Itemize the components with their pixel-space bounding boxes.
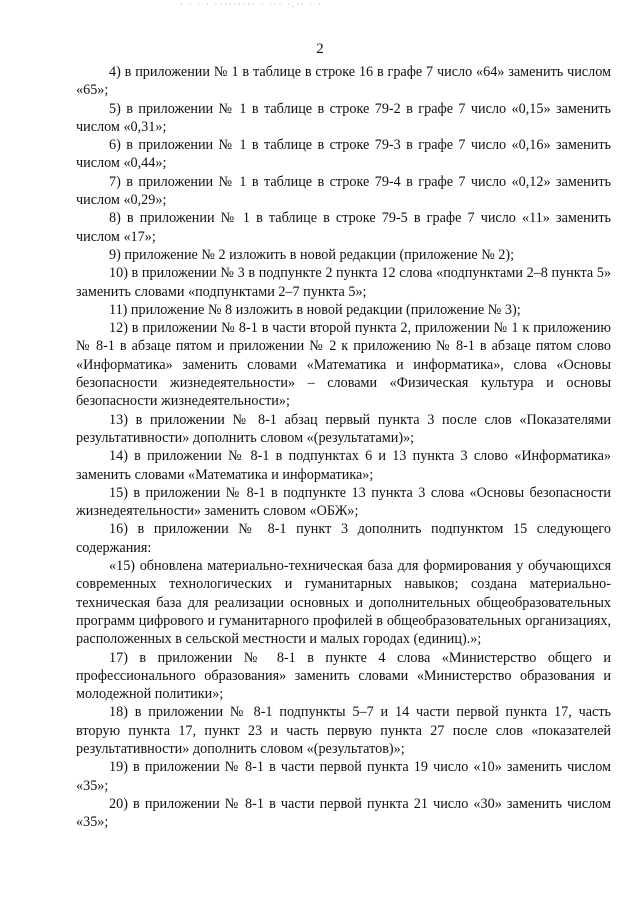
list-item-12: 12) в приложении № 8-1 в части второй пункта 2, приложении № 1 к приложению № 8-1 в абзаце пятом и приложении № 2 к приложению № 8-1 в абзаце пятом слово «Информатика» заменить словами «Математика и информатика», слова «Основы безопасности жизнедеятельности» – словами «Физическая культура и основы безопасности жизнедеятельности»; (76, 320, 611, 410)
list-item-10: 10) в приложении № 3 в подпункте 2 пункта 12 слова «подпунктами 2–8 пункта 5» заменить словами «подпунктами 2–7 пункта 5»; (76, 265, 611, 300)
list-item-11: 11) приложение № 8 изложить в новой редакции (приложение № 3); (109, 301, 521, 318)
list-item-16: 16) в приложении № 8-1 пункт 3 дополнить подпунктом 15 следующего содержания: (76, 521, 611, 556)
document-body (76, 63, 611, 831)
page-number: 2 (316, 41, 324, 57)
list-item-18: 18) в приложении № 8-1 подпункты 5–7 и 14 части первой пункта 17, часть вторую пункта 17, пункт 23 и часть первую пункта 27 после слов «показателей результативности» дополнить словом «(результатов)»; (76, 704, 611, 757)
list-item-17: 17) в приложении № 8-1 в пункте 4 слова «Министерство общего и профессионального образования» заменить словами «Министерство образования и молодежной политики»; (76, 649, 611, 703)
list-item-9: 9) приложение № 2 изложить в новой редакции (приложение № 2); (109, 246, 515, 263)
list-item-7: 7) в приложении № 1 в таблице в строке 79-4 в графе 7 число «0,12» заменить числом «0,29»; (76, 173, 611, 209)
list-item-5: 5) в приложении № 1 в таблице в строке 79-2 в графе 7 число «0,15» заменить числом «0,31»; (76, 100, 611, 135)
list-item-4: 4) в приложении № 1 в таблице в строке 16 в графе 7 число «64» заменить числом «65»; (76, 64, 611, 99)
list-item-14: 14) в приложении № 8-1 в подпунктах 6 и 13 пункта 3 слово «Информатика» заменить словами «Математика и информатика»; (76, 448, 611, 483)
scan-artifact-marks: · · · · ········· · ··· ·.·· · · (180, 0, 323, 9)
list-item-13: 13) в приложении № 8-1 абзац первый пункта 3 после слов «Показателями результативности» дополнить словом «(результатами)»; (76, 411, 611, 446)
list-item-20: 20) в приложении № 8-1 в части первой пункта 21 число «30» заменить числом «35»; (76, 795, 611, 831)
list-item-6: 6) в приложении № 1 в таблице в строке 79-3 в графе 7 число «0,16» заменить числом «0,44»; (76, 137, 611, 172)
list-item-15: 15) в приложении № 8-1 в подпункте 13 пункта 3 слова «Основы безопасности жизнедеятельности» заменить словом «ОБЖ»; (76, 484, 611, 520)
list-item-8: 8) в приложении № 1 в таблице в строке 79-5 в графе 7 число «11» заменить числом «17»; (76, 210, 611, 245)
quoted-subitem-15: «15) обновлена материально-техническая база для формирования у обучающихся современных технологических и гуманитарных навыков; создана материально-техническая база для реализации основных и дополнительных общеобразовательных программ цифрового и гуманитарного профилей в общеобразовательных организациях, расположенных в сельской местности и малых городах (единиц).»; (76, 558, 611, 648)
list-item-19: 19) в приложении № 8-1 в части первой пункта 19 число «10» заменить числом «35»; (76, 759, 611, 794)
